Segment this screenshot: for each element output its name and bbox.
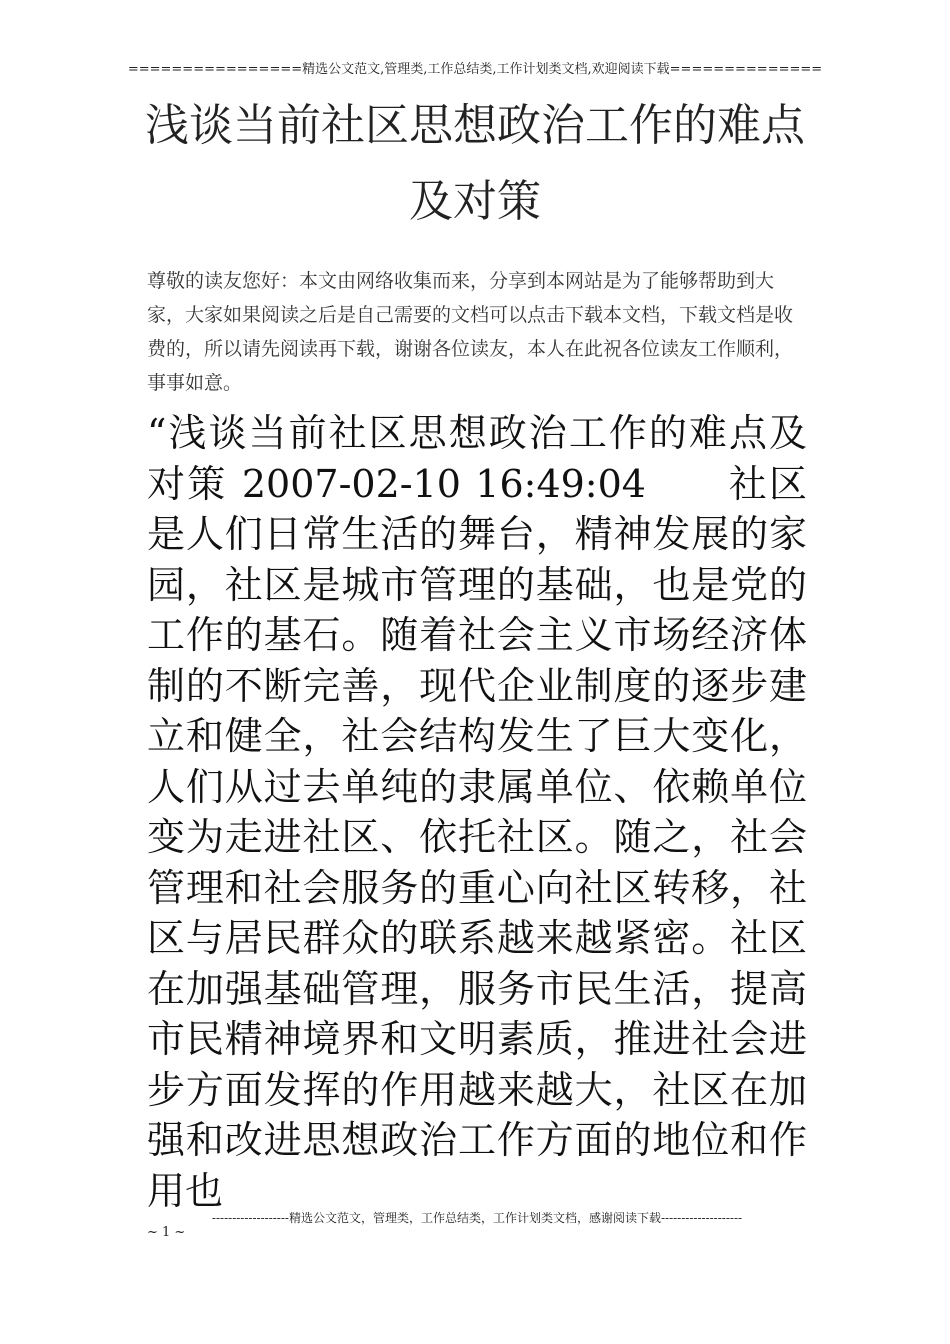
header-banner: ================精选公文范文,管理类,工作总结类,工作计划类文档,欢迎阅读下载============== [127, 62, 823, 77]
document-title: 浅谈当前社区思想政治工作的难点及对策 [145, 100, 805, 227]
document-body: “浅谈当前社区思想政治工作的难点及对策 2007-02-10 16:49:04 社区是人们日常生活的舞台，精神发展的家园，社区是城市管理的基础，也是党的工作的基石。随着社会主义市场经济体制的不断完善，现代企业制度的逐步建立和健全，社会结构发生了巨大变化，人们从过去单纯的隶属单位、依赖单位变为走进社区、依托社区。随之，社会管理和社会服务的重心向社区转移，社区与居民群众的联系越来越紧密。社区在加强基础管理，服务市民生活，提高市民精神境界和文明素质，推进社会进步方面发挥的作用越来越大，社区在加强和改进思想政治工作方面的地位和作用也 [147, 411, 807, 1213]
reader-notice: 尊敬的读友您好：本文由网络收集而来，分享到本网站是为了能够帮助到大家，大家如果阅读之后是自己需要的文档可以点击下载本文档，下载文档是收费的，所以请先阅读再下载，谢谢各位读友，本人在此祝各位读友工作顺利，事事如意。 [147, 270, 794, 394]
page-number: ~ 1 ~ [147, 1225, 186, 1240]
footer-banner: -------------------精选公文范文，管理类，工作总结类，工作计划类文档，感谢阅读下载-------------------- [211, 1211, 743, 1225]
